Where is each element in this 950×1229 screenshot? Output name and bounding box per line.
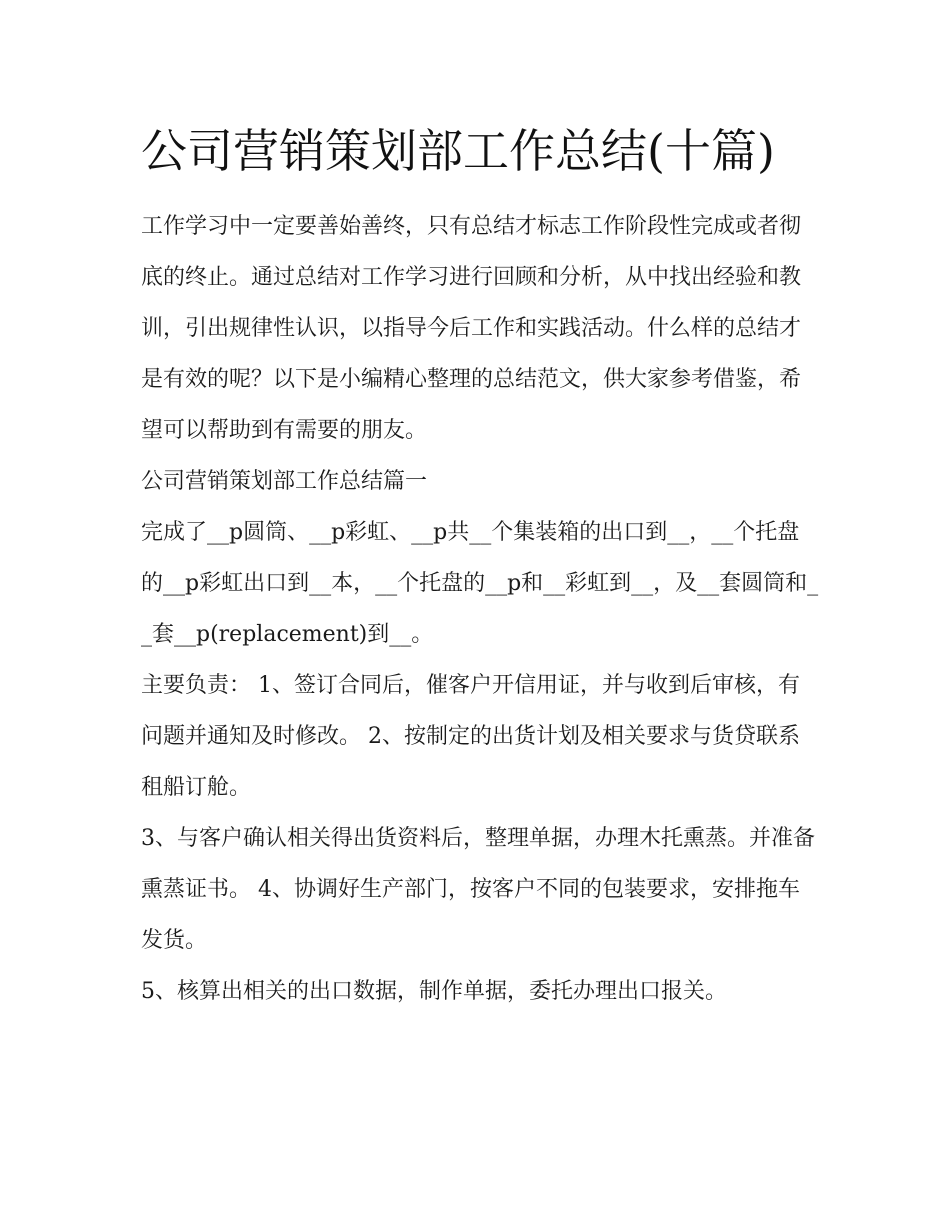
document-page xyxy=(141,112,821,1017)
procedure-paragraph: 3、与客户确认相关得出货资料后，整理单据，办理木托熏蒸。并准备熏蒸证书。 4、协调好生产部门，按客户不同的包装要求，安排拖车发货。 xyxy=(141,826,815,953)
document-title: 公司营销策划部工作总结(十篇) xyxy=(141,124,775,178)
responsibility-paragraph: 主要负责： 1、签订合同后，催客户开信用证，并与收到后审核，有问题并通知及时修改。 2、按制定的出货计划及相关要求与货贷联系租船订舱。 xyxy=(141,673,800,800)
shipment-paragraph: 完成了__p圆筒、__p彩虹、__p共__个集装箱的出口到__，__个托盘的__p彩虹出口到__本，__个托盘的__p和__彩虹到__，及__套圆筒和__套__p(replacement)到__。 xyxy=(141,520,819,647)
section-heading: 公司营销策划部工作总结篇一 xyxy=(141,469,428,494)
customs-paragraph: 5、核算出相关的出口数据，制作单据，委托办理出口报关。 xyxy=(141,979,727,1004)
intro-paragraph: 工作学习中一定要善始善终，只有总结才标志工作阶段性完成或者彻底的终止。通过总结对工作学习进行回顾和分析，从中找出经验和教训，引出规律性认识，以指导今后工作和实践活动。什么样的总结才是有效的呢？以下是小编精心整理的总结范文，供大家参考借鉴，希望可以帮助到有需要的朋友。 xyxy=(141,214,802,443)
